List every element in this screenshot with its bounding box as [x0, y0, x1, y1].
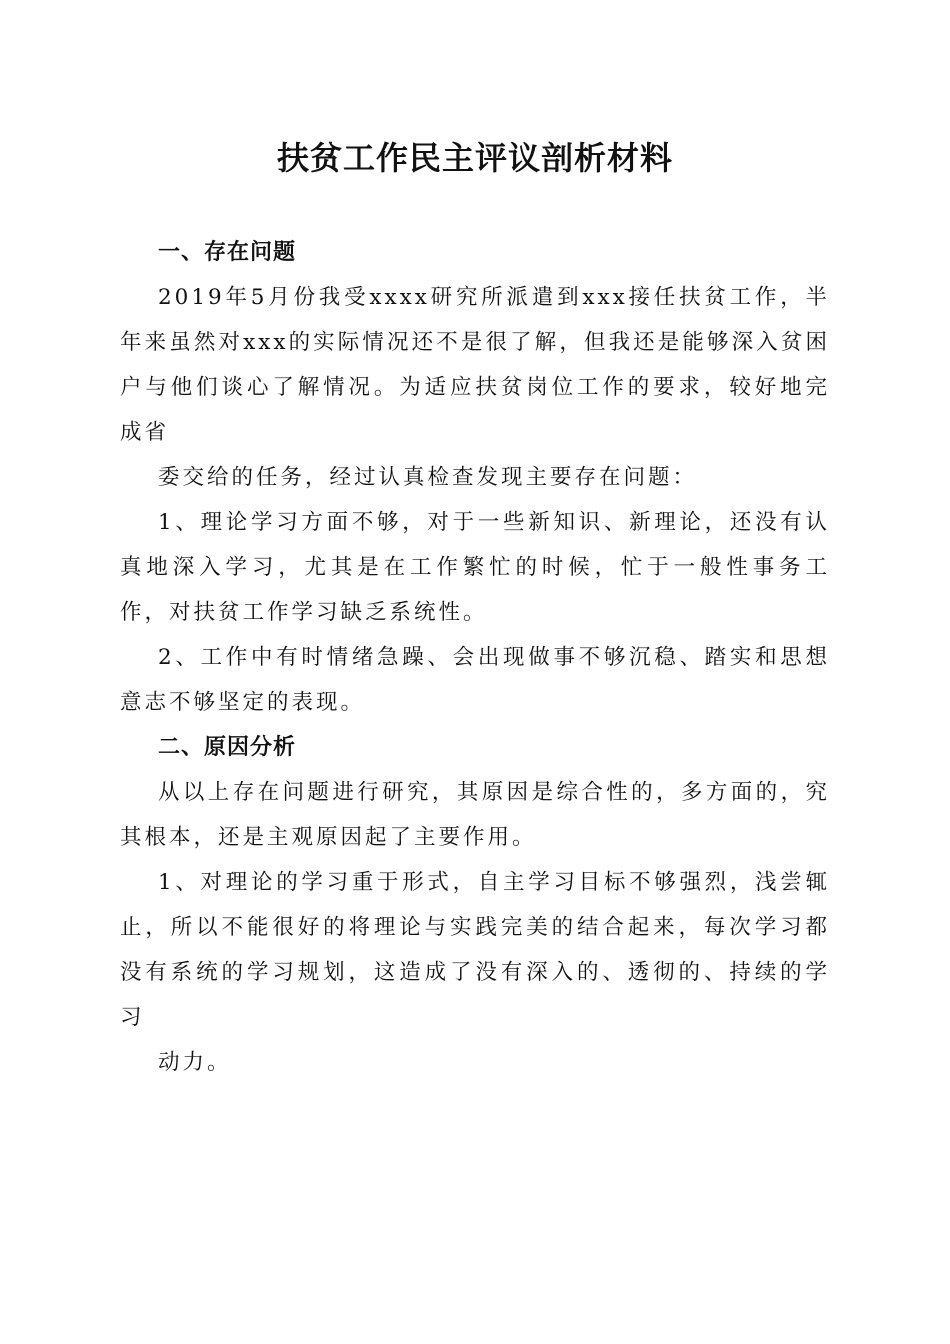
paragraph: 委交给的任务，经过认真检查发现主要存在问题： [158, 465, 698, 490]
paragraph: 1、理论学习方面不够，对于一些新知识、新理论，还没有认真地深入学习，尤其是在工作繁忙的时候，忙于一般性事务工作，对扶贫工作学习缺乏系统性。 [120, 510, 830, 625]
paragraph: 2、工作中有时情绪急躁、会出现做事不够沉稳、踏实和思想意志不够坚定的表现。 [120, 645, 830, 715]
document-body [120, 230, 830, 1085]
paragraph: 1、对理论的学习重于形式，自主学习目标不够强烈，浅尝辄止，所以不能很好的将理论与实践完美的结合起来，每次学习都没有系统的学习规划，这造成了没有深入的、透彻的、持续的学习 [120, 870, 830, 1030]
document-title: 扶贫工作民主评议剖析材料 [276, 139, 673, 177]
paragraph: 从以上存在问题进行研究，其原因是综合性的，多方面的，究其根本，还是主观原因起了主要作用。 [120, 780, 830, 850]
section-heading-analysis: 二、原因分析 [158, 735, 297, 760]
paragraph: 动力。 [158, 1050, 232, 1075]
paragraph: 2019年5月份我受xxxx研究所派遣到xxx接任扶贫工作，半年来虽然对xxx的实际情况还不是很了解，但我还是能够深入贫困户与他们谈心了解情况。为适应扶贫岗位工作的要求，较好地完成省 [120, 285, 830, 445]
section-heading-problems: 一、存在问题 [158, 240, 297, 265]
